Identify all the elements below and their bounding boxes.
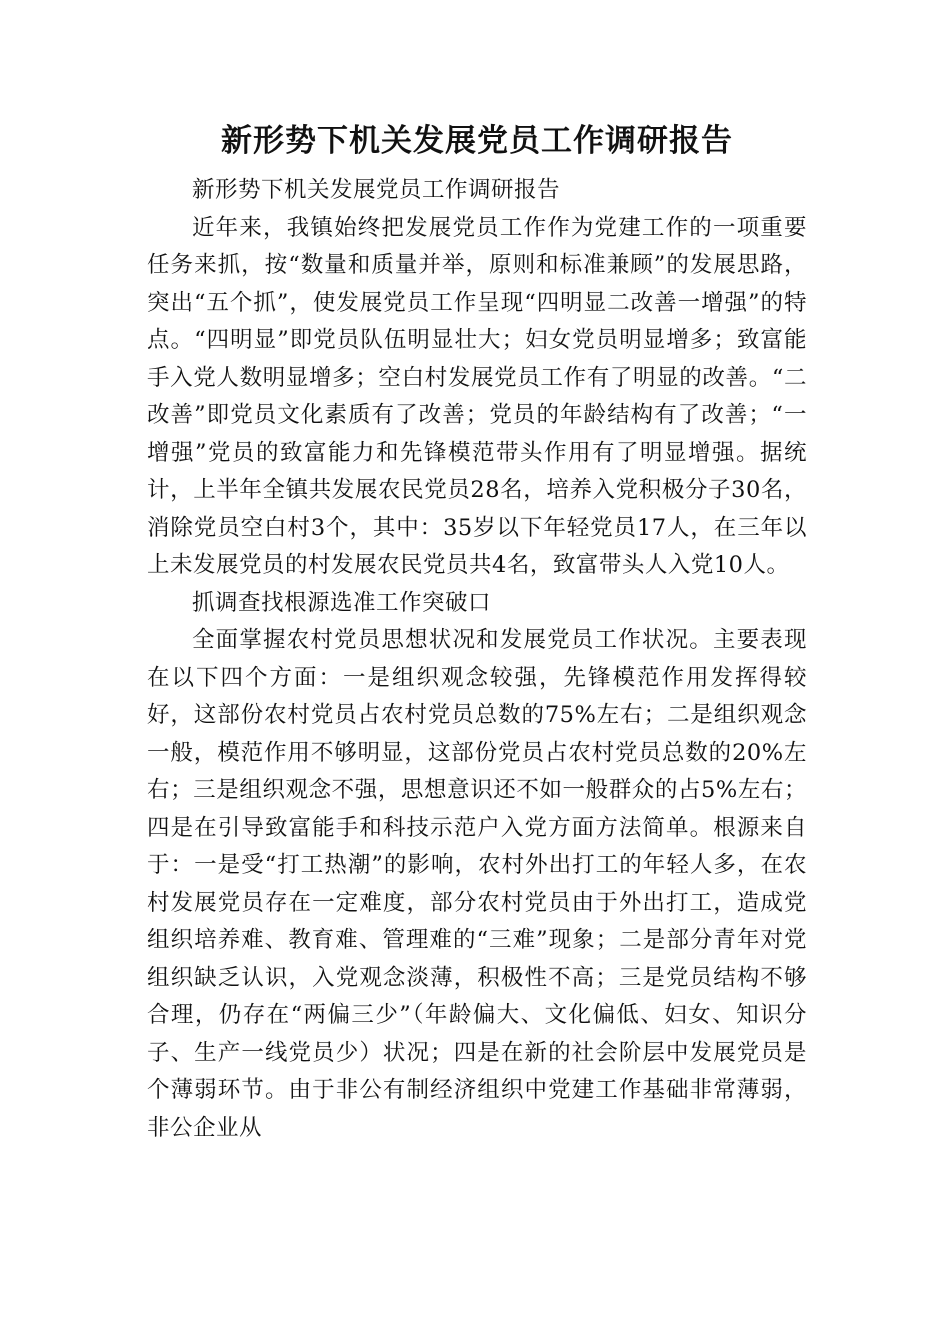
paragraph-section-heading: 抓调查找根源选准工作突破口 bbox=[192, 589, 492, 616]
document-title: 新形势下机关发展党员工作调研报告 bbox=[221, 123, 733, 159]
document-body bbox=[147, 118, 807, 1147]
paragraph-analysis: 全面掌握农村党员思想状况和发展党员工作状况。主要表现在以下四个方面：一是组织观念较强，先锋模范作用发挥得较好，这部份农村党员占农村党员总数的75%左右；二是组织观念一般，模范作用不够明显，这部份党员占农村党员总数的20%左右；三是组织观念不强，思想意识还不如一般群众的占5%左右；四是在引导致富能手和科技示范户入党方面方法简单。根源来自于：一是受“打工热潮”的影响，农村外出打工的年轻人多，在农村发展党员存在一定难度，部分农村党员由于外出打工，造成党组织培养难、教育难、管理难的“三难”现象；二是部分青年对党组织缺乏认识，入党观念淡薄，积极性不高；三是党员结构不够合理，仍存在“两偏三少”（年龄偏大、文化偏低、妇女、知识分子、生产一线党员少）状况；四是在新的社会阶层中发展党员是个薄弱环节。由于非公有制经济组织中党建工作基础非常薄弱，非公企业从 bbox=[147, 627, 807, 1141]
paragraph-intro: 近年来，我镇始终把发展党员工作作为党建工作的一项重要任务来抓，按“数量和质量并举，原则和标准兼顾”的发展思路，突出“五个抓”，使发展党员工作呈现“四明显二改善一增强”的特点。“四明显”即党员队伍明显壮大；妇女党员明显增多；致富能手入党人数明显增多；空白村发展党员工作有了明显的改善。“二改善”即党员文化素质有了改善；党员的年龄结构有了改善；“一增强”党员的致富能力和先锋模范带头作用有了明显增强。据统计，上半年全镇共发展农民党员28名，培养入党积极分子30名，消除党员空白村3个，其中：35岁以下年轻党员17人，在三年以上未发展党员的村发展农民党员共4名，致富带头人入党10人。 bbox=[147, 214, 807, 578]
paragraph-subtitle: 新形势下机关发展党员工作调研报告 bbox=[192, 177, 561, 203]
